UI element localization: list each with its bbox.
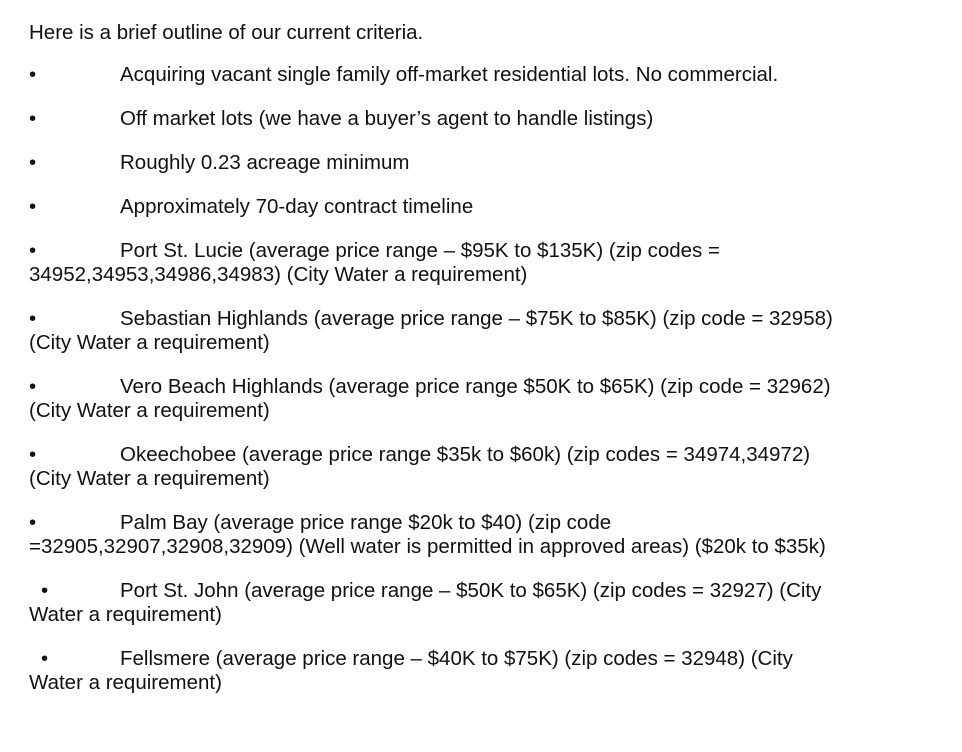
bullet: • [29,107,37,130]
list-item-continuation: Water a requirement) [29,603,222,626]
list-item-continuation: 34952,34953,34986,34983) (City Water a requirement) [29,263,528,286]
list-item-text: Port St. John (average price range – $50K to $65K) (zip codes = 32927) (City [120,579,822,602]
bullet: • [29,511,37,534]
list-item-text: Palm Bay (average price range $20k to $40) (zip code [120,511,612,534]
list-item-continuation: (City Water a requirement) [29,331,270,354]
bullet: • [29,195,37,218]
list-item-continuation: =32905,32907,32908,32909) (Well water is permitted in approved areas) ($20k to $35k) [29,535,826,558]
list-item-continuation: (City Water a requirement) [29,399,270,422]
list-item [29,511,949,559]
list-item [29,647,949,695]
bullet: • [29,63,37,86]
list-item-continuation: (City Water a requirement) [29,467,270,490]
list-item [29,195,949,219]
bullet: • [29,151,37,174]
bullet: • [29,239,37,262]
list-item [29,579,949,627]
list-item [29,239,949,287]
list-item-text: Vero Beach Highlands (average price range $50K to $65K) (zip code = 32962) [120,375,831,398]
list-item [29,151,949,175]
list-item-text: Port St. Lucie (average price range – $95K to $135K) (zip codes = [120,239,720,262]
bullet: • [41,647,49,670]
bullet: • [29,307,37,330]
bullet: • [29,375,37,398]
list-item-text: Approximately 70-day contract timeline [120,195,474,218]
bullet: • [29,443,37,466]
list-item-text: Sebastian Highlands (average price range – $75K to $85K) (zip code = 32958) [120,307,833,330]
list-item-text: Fellsmere (average price range – $40K to $75K) (zip codes = 32948) (City [120,647,793,670]
list-item-text: Acquiring vacant single family off-market residential lots. No commercial. [120,63,779,86]
list-item-text: Okeechobee (average price range $35k to $60k) (zip codes = 34974,34972) [120,443,811,466]
list-item [29,307,949,355]
list-item [29,63,949,87]
list-item [29,443,949,491]
list-item-text: Roughly 0.23 acreage minimum [120,151,410,174]
list-item [29,107,949,131]
list-item [29,375,949,423]
intro-text: Here is a brief outline of our current criteria. [29,21,424,44]
list-item-text: Off market lots (we have a buyer’s agent to handle listings) [120,107,654,130]
bullet: • [41,579,49,602]
list-item-continuation: Water a requirement) [29,671,222,694]
criteria-document [29,20,949,715]
